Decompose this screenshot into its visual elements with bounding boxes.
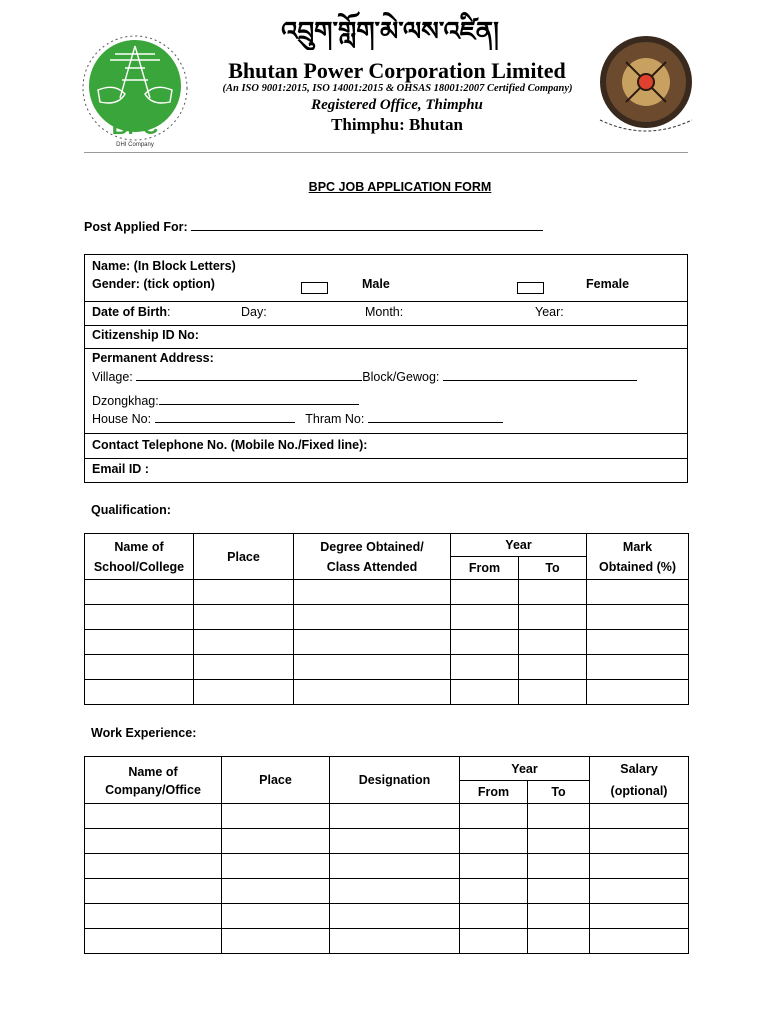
- row-divider: [85, 325, 687, 326]
- col-designation: Designation: [330, 757, 460, 804]
- email-label[interactable]: Email ID :: [92, 462, 149, 476]
- dob-label: Date of Birth:: [92, 305, 171, 319]
- month-label[interactable]: Month:: [365, 305, 404, 319]
- qualification-section-label: Qualification:: [91, 503, 171, 517]
- col-mark: Mark Obtained (%): [587, 534, 689, 580]
- col-year: Year: [451, 534, 587, 557]
- cid-label[interactable]: Citizenship ID No:: [92, 328, 199, 342]
- col-degree: Degree Obtained/ Class Attended: [294, 534, 451, 580]
- city: Thimphu: Bhutan: [331, 115, 463, 134]
- svg-text:BPC: BPC: [111, 114, 159, 139]
- col-company: Name of Company/Office: [85, 757, 222, 804]
- house-label: House No:: [92, 412, 152, 426]
- gewog-label: Block/Gewog:: [362, 370, 440, 384]
- year-label[interactable]: Year:: [535, 305, 564, 319]
- col-place: Place: [222, 757, 330, 804]
- gewog-input[interactable]: [443, 369, 637, 381]
- female-checkbox[interactable]: [517, 282, 544, 294]
- table-row[interactable]: [85, 904, 689, 929]
- contact-label[interactable]: Contact Telephone No. (Mobile No./Fixed line):: [92, 438, 368, 452]
- dzongkhag-label: Dzongkhag:: [92, 394, 159, 408]
- thram-label: Thram No:: [305, 412, 365, 426]
- village-input[interactable]: [136, 369, 362, 381]
- village-label: Village:: [92, 370, 133, 384]
- col-school: Name of School/College: [85, 534, 194, 580]
- table-row[interactable]: [85, 630, 689, 655]
- registered-office: Registered Office, Thimphu: [311, 97, 483, 113]
- post-applied-row: [84, 219, 543, 234]
- row-divider: [85, 348, 687, 349]
- work-section-label: Work Experience:: [91, 726, 197, 740]
- bhutan-emblem: [588, 30, 704, 142]
- qualification-table: [84, 533, 689, 705]
- thram-input[interactable]: [368, 411, 503, 423]
- table-row[interactable]: [85, 854, 689, 879]
- personal-details-box: [84, 254, 688, 483]
- row-divider: [85, 433, 687, 434]
- table-row[interactable]: [85, 879, 689, 904]
- bpc-logo: [70, 28, 200, 150]
- table-row[interactable]: [85, 655, 689, 680]
- table-row[interactable]: [85, 680, 689, 705]
- address-label: Permanent Address:: [92, 351, 214, 365]
- certifications: (An ISO 9001:2015, ISO 14001:2015 & OHSAS 18001:2007 Certified Company): [222, 83, 573, 94]
- house-input[interactable]: [155, 411, 295, 423]
- col-to: To: [528, 781, 590, 804]
- row-divider: [85, 301, 687, 302]
- form-title: BPC JOB APPLICATION FORM: [308, 180, 492, 194]
- table-row[interactable]: [85, 605, 689, 630]
- male-checkbox[interactable]: [301, 282, 328, 294]
- col-salary: Salary (optional): [590, 757, 689, 804]
- col-from: From: [451, 557, 519, 580]
- col-to: To: [519, 557, 587, 580]
- table-row[interactable]: [85, 829, 689, 854]
- village-row: [92, 369, 637, 384]
- table-row[interactable]: [85, 929, 689, 954]
- name-label: Name: (In Block Letters): [92, 259, 236, 273]
- house-row: [92, 411, 503, 426]
- row-divider: [85, 458, 687, 459]
- svg-text:འབྲུག་གློག་མེ་ལས་འཛིན།: འབྲུག་གློག་མེ་ལས་འཛིན།: [281, 17, 499, 47]
- header-divider: [84, 152, 688, 153]
- gender-label: Gender: (tick option): [92, 277, 215, 291]
- female-label: Female: [586, 277, 630, 291]
- col-from: From: [460, 781, 528, 804]
- dzongkhag-input[interactable]: [159, 393, 359, 405]
- svg-text:DHI Company: DHI Company: [116, 142, 154, 148]
- table-row[interactable]: [85, 580, 689, 605]
- col-year: Year: [460, 757, 590, 781]
- male-label: Male: [362, 277, 390, 291]
- col-place: Place: [194, 534, 294, 580]
- company-name: Bhutan Power Corporation Limited: [228, 58, 566, 83]
- post-applied-label: Post Applied For:: [84, 220, 188, 234]
- work-experience-table: [84, 756, 689, 954]
- post-applied-input[interactable]: [191, 219, 543, 231]
- day-label[interactable]: Day:: [241, 305, 267, 319]
- table-header-row: [85, 534, 689, 557]
- table-header-row: [85, 757, 689, 781]
- dzongkhag-row: [92, 393, 359, 408]
- table-row[interactable]: [85, 804, 689, 829]
- dzongkha-title: [225, 10, 555, 50]
